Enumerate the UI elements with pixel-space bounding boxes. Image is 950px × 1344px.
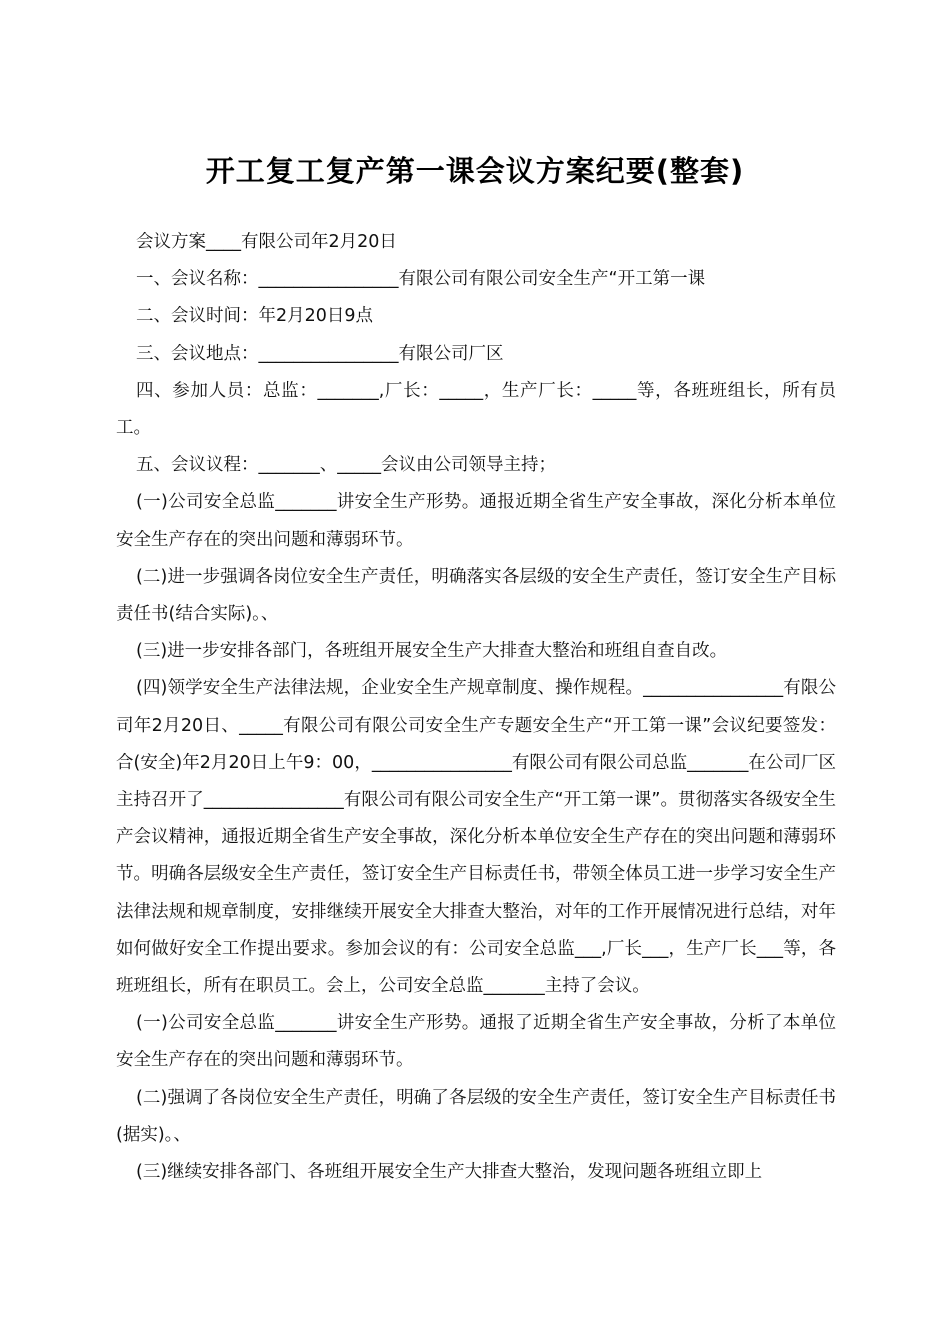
paragraph-meeting-location: 三、会议地点：________________有限公司厂区 — [136, 343, 504, 364]
document-title: 开工复工复产第一课会议方案纪要(整套) — [205, 154, 745, 189]
paragraph-agenda: 五、会议议程：_______、_____会议由公司领导主持； — [136, 455, 556, 476]
paragraph-agenda-item-1: (一)公司安全总监_______讲安全生产形势。通报近期全省生产安全事故，深化分析本单位安全生产存在的突出问题和薄弱环节。 — [116, 492, 836, 550]
paragraph-meeting-plan: 会议方案____有限公司年2月20日 — [136, 232, 397, 252]
paragraph-meeting-time: 二、会议时间：年2月20日9点 — [136, 306, 374, 327]
paragraph-attendees: 四、参加人员：总监：_______,厂长：_____，生产厂长：_____等，各班班组长，所有员工。 — [116, 380, 836, 439]
paragraph-agenda-item-4-and-minutes: (四)领学安全生产法律法规，企业安全生产规章制度、操作规程。________________有限公司年2月20日、_____有限公司有限公司安全生产专题安全生产“开工第一课”会议纪要签发：合(安全)年2月20日上午9：00，________________有限公司有限公司总监_______在公司厂区主持召开了________________有限公司有限公司安全生产“开工第一课”。贯彻落实各级安全生产会议精神，通报近期全省生产安全事故，深化分析本单位安全生产存在的突出问题和薄弱环节。明确各层级安全生产责任，签订安全生产目标责任书，带领全体员工进一步学习安全生产法律法规和规章制度，安排继续开展安全大排查大整治，对年的工作开展情况进行总结，对年如何做好安全工作提出要求。参加会议的有：公司安全总监___,厂长___，生产厂长___等，各班班组长，所有在职员工。会上，公司安全总监_______主持了会议。 — [116, 678, 836, 997]
paragraph-minutes-item-3: (三)继续安排各部门、各班组开展安全生产大排查大整治，发现问题各班组立即上 — [136, 1162, 763, 1183]
document-body — [116, 224, 836, 1191]
paragraph-meeting-name: 一、会议名称：________________有限公司有限公司安全生产“开工第一课 — [136, 269, 706, 290]
paragraph-agenda-item-2: (二)进一步强调各岗位安全生产责任，明确落实各层级的安全生产责任，签订安全生产目标责任书(结合实际)。、 — [116, 566, 836, 625]
paragraph-minutes-item-1: (一)公司安全总监_______讲安全生产形势。通报了近期全省生产安全事故，分析了本单位安全生产存在的突出问题和薄弱环节。 — [116, 1013, 836, 1071]
paragraph-minutes-item-2: (二)强调了各岗位安全生产责任，明确了各层级的安全生产责任，签订安全生产目标责任书(据实)。、 — [116, 1087, 836, 1145]
paragraph-agenda-item-3: (三)进一步安排各部门，各班组开展安全生产大排查大整治和班组自查自改。 — [136, 641, 728, 662]
